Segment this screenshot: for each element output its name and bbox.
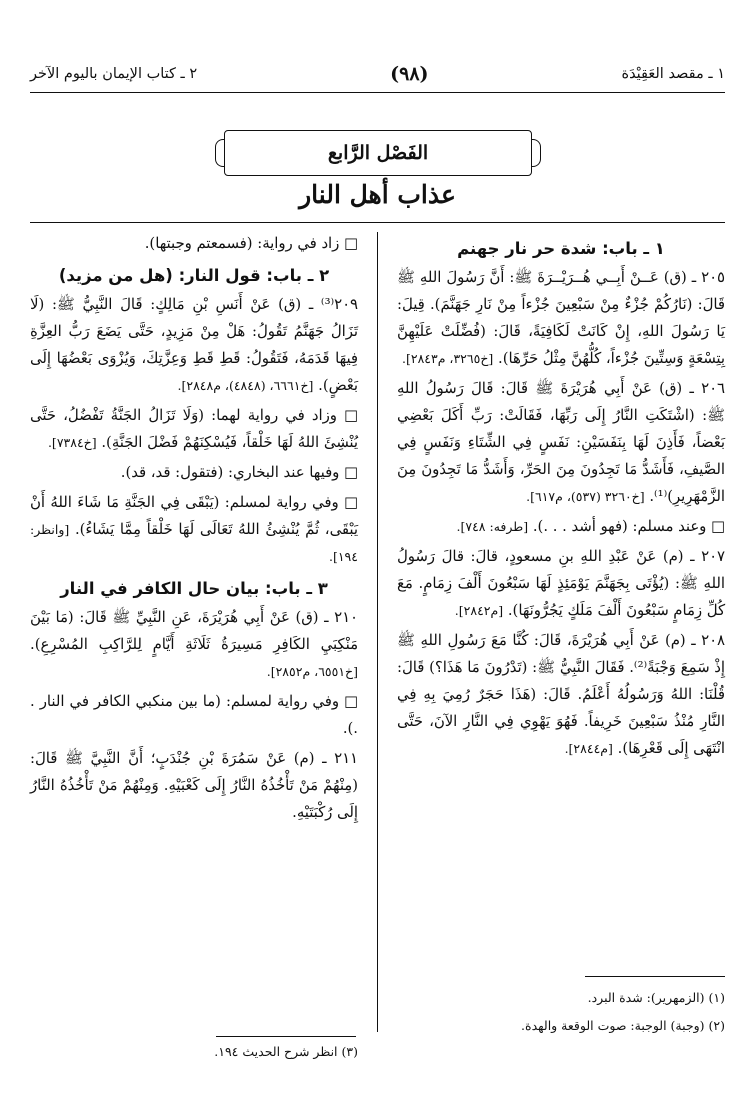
narration-note xyxy=(30,402,358,456)
section-heading xyxy=(30,575,358,602)
source-reference: [خ٣٢٦٥، م٢٨٤٣]. xyxy=(402,351,494,366)
chapter-title: عذاب أهل النار xyxy=(299,180,456,209)
block-text: □ زاد في رواية: (فسمعتم وجبتها). xyxy=(144,235,358,252)
block-text: ٢١١ ـ (م) عَنْ سَمُرَةَ بْنِ جُنْدَبٍ؛ أَنَّ النَّبِيَّ ﷺ قَالَ: (مِنْهُمْ مَنْ تَأْخُذُهُ النَّارُ إِلَى كَعْبَيْهِ. وَمِنْهُمْ مَنْ تَأْخُذُهُ النَّارُ إِلَى رُكْبَتَيْهِ. xyxy=(30,750,358,821)
narration-note xyxy=(397,513,725,540)
block-text: ١ ـ باب: شدة حر نار جهنم xyxy=(457,239,665,258)
column-divider xyxy=(377,232,378,1032)
block-text: □ وفيها عند البخاري: (فتقول: قد، قد). xyxy=(120,464,358,481)
block-text: ٢٠٧ ـ (م) عَنْ عَبْدِ اللهِ بنِ مسعودٍ، قالَ: قالَ رَسُولُ اللهِ ﷺ: (يُؤْتَى بِجَهَنَّمَ يَوْمَئِذٍ لَهَا سَبْعُونَ أَلْفَ زِمَامٍ. مَعَ كُلِّ زِمَامٍ سَبْعُونَ أَلْفَ مَلَكٍ يَجُرُّونَهَا). xyxy=(397,548,725,619)
footnote-3: (٣) انظر شرح الحديث ١٩٤. xyxy=(214,1044,358,1059)
right-column xyxy=(397,230,725,765)
source-reference: [خ٧٣٨٤]. xyxy=(47,435,97,450)
block-text: ٣ ـ باب: بيان حال الكافر في النار xyxy=(60,579,328,598)
header-divider xyxy=(30,92,725,93)
hadith-paragraph xyxy=(30,291,358,399)
chapter-label-box xyxy=(224,130,532,176)
block-text: ٢٠٩⁽³⁾ ـ (ق) عَنْ أَنَسِ بْنِ مَالِكٍ: قَالَ النَّبِيُّ ﷺ: (لَا تَزَالُ جَهَنَّمُ تَقُولُ: هَلْ مِنْ مَزِيدٍ، حَتَّى يَضَعَ رَبُّ العِزَّةِ فِيهَا قَدَمَهُ، فَتَقُولُ: قَطِ قَطِ وَعِزَّتِكَ، وَيُزْوَى بَعْضُهَا إِلَى بَعْضٍ). xyxy=(30,296,358,394)
footnote-divider-left xyxy=(216,1036,356,1037)
source-reference: [خ٦٥٥١، م٢٨٥٢]. xyxy=(266,664,358,679)
block-text: □ وزاد في رواية لهما: (وَلَا تَزَالُ الجَنَّةُ تَفْضُلُ، حَتَّى يُنْشِئَ اللهُ لَهَا خَلْقاً، فَيُسْكِنَهُمْ فَضْلَ الجَنَّةِ). xyxy=(30,407,358,451)
left-column xyxy=(30,230,358,829)
block-text: □ وفي رواية لمسلم: (يَبْقَى فِي الجَنَّةِ مَا شَاءَ اللهُ أَنْ يَبْقَى، ثُمَّ يُنْشِئُ اللهُ تَعَالَى لَهَا خَلْقاً مِمَّا يَشَاءُ). xyxy=(30,494,358,538)
block-text: □ وفي رواية لمسلم: (ما بين منكبي الكافر في النار . .). xyxy=(30,693,358,737)
block-text: □ وعند مسلم: (فهو أشد . . .). xyxy=(532,518,725,535)
hadith-paragraph xyxy=(30,745,358,826)
narration-note xyxy=(30,230,358,257)
header-section: ١ ـ مقصد العَقِيْدَة xyxy=(621,66,725,82)
block-text: ٢٠٨ ـ (م) عَنْ أَبِي هُرَيْرَةَ، قَالَ: كُنَّا مَعَ رَسُولِ اللهِ ﷺ إِذْ سَمِعَ وَجْبَةً⁽²⁾. فَقَالَ النَّبِيُّ ﷺ: (تَدْرُونَ مَا هَذَا؟) قَالَ: قُلْنَا: اللهُ وَرَسُولُهُ أَعْلَمُ. قَالَ: (هَذَا حَجَرٌ رُمِيَ بِهِ فِي النَّارِ مُنْذُ سَبْعِينَ خَرِيفاً. فَهُوَ يَهْوِي فِي النَّارِ الآنَ، حَتَّى انْتَهَى إِلَى قَعْرِهَا). xyxy=(397,632,726,757)
block-text: ٢٠٦ ـ (ق) عَنْ أَبِي هُرَيْرَةَ ﷺ قَالَ: قَالَ رَسُولُ اللهِ ﷺ: (اشْتَكَتِ النَّارُ إِلَى رَبِّهَا، فَقَالَتْ: رَبِّ أَكَلَ بَعْضِي بَعْضاً، فَأَذِنَ لَهَا بِنَفَسَيْنِ: نَفَسٍ فِي الشِّتَاءِ وَنَفَسٍ فِي الصَّيفِ، فَأَشَدُّ مَا تَجِدُونَ مِنَ الحَرِّ، وَأَشَدُّ مَا تَجِدُونَ مِنَ الزَّمْهَرِيرِ)⁽¹⁾. xyxy=(397,380,725,505)
block-text: ٢١٠ ـ (ق) عَنْ أَبِي هُرَيْرَةَ، عَنِ النَّبِيِّ ﷺ قَالَ: (مَا بَيْنَ مَنْكِبَيِ الكَافِرِ مَسِيرَةُ ثَلَاثَةِ أَيَّامٍ لِلرَّاكِبِ المُسْرِعِ). xyxy=(30,609,358,653)
hadith-paragraph xyxy=(397,627,725,762)
footnote-2: (٢) (وجبة) الوجبة: صوت الوقعة والهدة. xyxy=(521,1018,725,1033)
hadith-paragraph xyxy=(397,264,725,372)
section-heading xyxy=(30,262,358,289)
source-reference: [م٢٨٤٢]. xyxy=(454,603,504,618)
hadith-paragraph xyxy=(397,543,725,624)
narration-note xyxy=(30,489,358,570)
title-divider xyxy=(30,222,725,223)
narration-note xyxy=(30,688,358,742)
block-text: ٢ ـ باب: قول النار: (هل من مزيد) xyxy=(58,266,330,285)
narration-note xyxy=(30,459,358,486)
hadith-paragraph xyxy=(397,375,725,510)
source-reference: [م٢٨٤٤]. xyxy=(564,741,613,756)
section-heading xyxy=(397,235,725,262)
source-reference: [خ٣٢٦٠ (٥٣٧)، م٦١٧]. xyxy=(526,489,645,504)
footnote-1: (١) (الزمهرير): شدة البرد. xyxy=(587,990,725,1005)
chapter-label: الفَصْل الرَّابع xyxy=(327,142,429,164)
source-reference: [خ٦٦٦١، (٤٨٤٨)، م٢٨٤٨]. xyxy=(177,378,314,393)
source-reference: [وانظر: ١٩٤]. xyxy=(30,522,358,564)
block-text: ٢٠٥ ـ (ق) عَــنْ أَبِــي هُــرَيْــرَةَ ﷺ: أَنَّ رَسُولَ اللهِ ﷺ قَالَ: (نَارُكُمْ جُزْءٌ مِنْ سَبْعِينَ جُزْءاً مِنْ نَارِ جَهَنَّمَ). قِيلَ: يَا رَسُولَ اللهِ، إِنْ كَانَتْ لَكَافِيَةً، قَالَ: (فُضِّلَتْ عَلَيْهِنَّ بِتِسْعَةٍ وَسِتِّينَ جُزْءاً، كُلُّهُنَّ مِثْلُ حَرِّهَا). xyxy=(397,269,725,367)
hadith-paragraph xyxy=(30,604,358,685)
header-book: ٢ ـ كتاب الإيمان باليوم الآخر xyxy=(30,66,198,82)
page-header xyxy=(30,58,725,90)
page-number: (٩٨) xyxy=(390,63,429,85)
source-reference: [طرفه: ٧٤٨]. xyxy=(456,519,529,534)
footnote-divider xyxy=(585,976,725,977)
